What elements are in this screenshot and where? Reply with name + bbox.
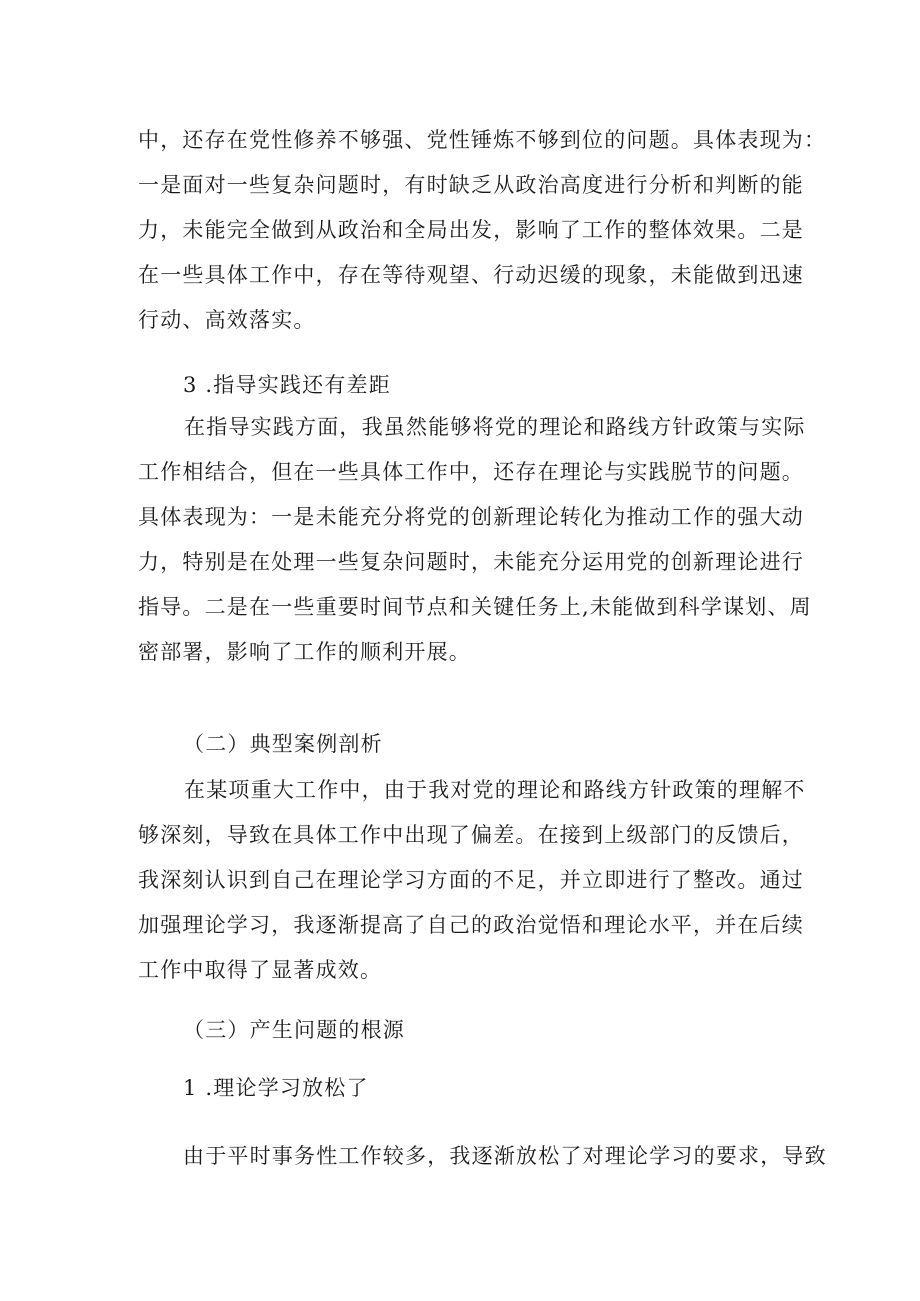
text-line: 加强理论学习，我逐渐提高了自己的政治觉悟和理论水平，并在后续 — [138, 913, 804, 937]
heading-text: （二）典型案例剖析 — [183, 732, 383, 756]
text-line: 在一些具体工作中，存在等待观望、行动迟缓的现象，未能做到迅速 — [138, 263, 804, 287]
paragraph-theory-study — [183, 1134, 827, 1179]
text-line: 密部署，影响了工作的顺利开展。 — [138, 640, 471, 664]
text-line: 具体表现为：一是未能充分将党的创新理论转化为推动工作的强大动 — [138, 505, 804, 529]
heading-theory-study — [183, 1066, 843, 1111]
paragraph-typical-case — [138, 768, 806, 993]
heading-text: （三）产生问题的根源 — [183, 1018, 405, 1042]
text-line: 一是面对一些复杂问题时，有时缺乏从政治高度进行分析和判断的能 — [138, 173, 804, 197]
text-line: 够深刻，导致在具体工作中出现了偏差。在接到上级部门的反馈后， — [138, 823, 804, 847]
text-line: 工作相结合，但在一些具体工作中，还存在理论与实践脱节的问题。 — [138, 460, 804, 484]
heading-typical-case — [183, 722, 843, 767]
text-line: 工作中取得了显著成效。 — [138, 958, 383, 982]
text-line: 力，特别是在处理一些复杂问题时，未能充分运用党的创新理论进行 — [138, 550, 804, 574]
text-line: 在指导实践方面，我虽然能够将党的理论和路线方针政策与实际 — [184, 415, 806, 439]
text-line: 中，还存在党性修养不够强、党性锤炼不够到位的问题。具体表现为： — [138, 128, 827, 152]
text-line: 力，未能完全做到从政治和全局出发，影响了工作的整体效果。二是 — [138, 218, 804, 242]
heading-text: 3 .指导实践还有差距 — [183, 373, 391, 397]
text-line: 在某项重大工作中，由于我对党的理论和路线方针政策的理解不 — [184, 778, 806, 802]
heading-root-causes — [183, 1008, 843, 1053]
heading-text: 1 .理论学习放松了 — [183, 1076, 369, 1100]
paragraph-guiding-practice — [138, 405, 812, 675]
text-line: 由于平时事务性工作较多，我逐渐放松了对理论学习的要求，导致 — [183, 1144, 827, 1168]
text-line: 我深刻认识到自己在理论学习方面的不足，并立即进行了整改。通过 — [138, 868, 804, 892]
text-line: 行动、高效落实。 — [138, 308, 316, 332]
text-line: 指导。二是在一些重要时间节点和关键任务上,未能做到科学谋划、周 — [138, 595, 812, 619]
paragraph-party-spirit — [138, 118, 827, 343]
heading-guiding-practice — [183, 363, 843, 408]
